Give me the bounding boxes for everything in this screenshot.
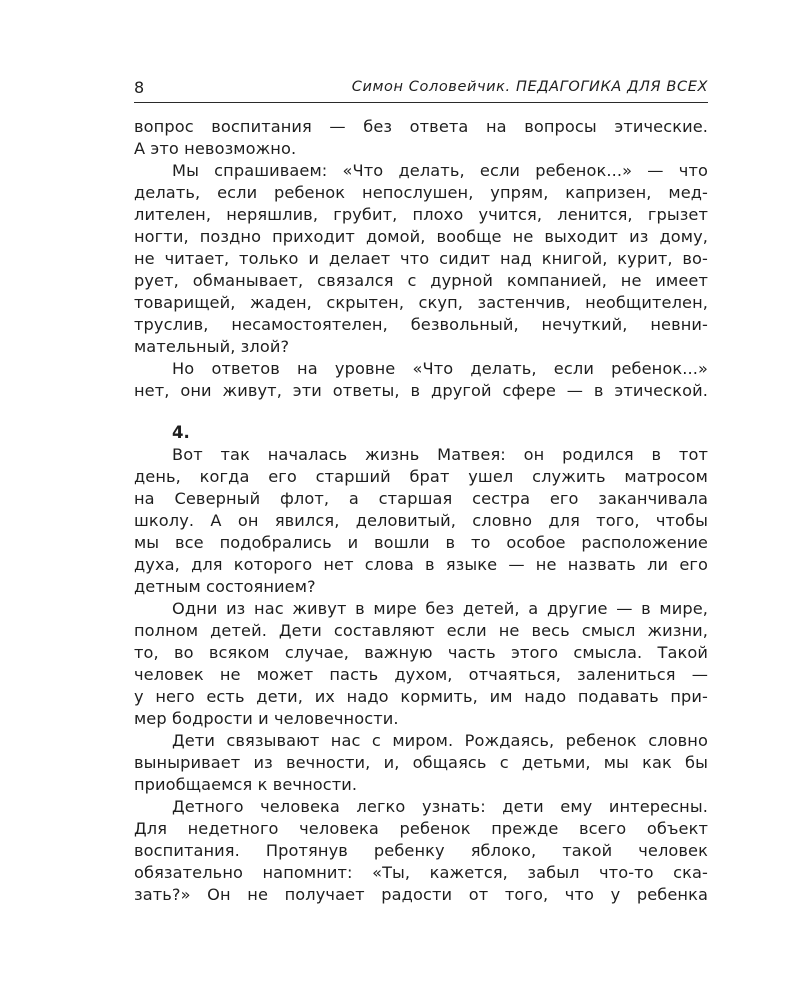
text-line: Мы спрашиваем: «Что делать, если ребенок...» — что: [172, 161, 708, 180]
text-line: делать, если ребенок непослушен, упрям, капризен, мед-: [134, 183, 708, 202]
text-line: товарищей, жаден, скрытен, скуп, застенчив, необщителен,: [134, 293, 708, 312]
text-line: ногти, поздно приходит домой, вообще не выходит из дому,: [134, 227, 708, 246]
text-line: лителен, неряшлив, грубит, плохо учится, ленится, грызет: [134, 205, 708, 224]
running-title: Симон Соловейчик. ПЕДАГОГИКА ДЛЯ ВСЕХ: [351, 79, 708, 95]
text-line: духа, для которого нет слова в языке — не назвать ли его: [134, 555, 708, 574]
text-line: Детного человека легко узнать: дети ему интересны.: [172, 797, 708, 816]
text-line: детным состоянием?: [134, 577, 316, 596]
text-line: Одни из нас живут в мире без детей, а другие — в мире,: [172, 599, 708, 618]
text-line: у него есть дети, их надо кормить, им надо подавать при-: [134, 687, 708, 706]
text-line: мы все подобрались и вошли в то особое расположение: [134, 533, 708, 552]
text-line: А это невозможно.: [134, 139, 297, 158]
text-line: мер бодрости и человечности.: [134, 709, 399, 728]
text-block-2: [134, 444, 708, 906]
text-line: Для недетного человека ребенок прежде всего объект: [134, 819, 708, 838]
text-line: на Северный флот, а старшая сестра его заканчивала: [134, 489, 708, 508]
text-line: выныривает из вечности, и, общаясь с детьми, мы как бы: [134, 753, 708, 772]
text-line: школу. А он явился, деловитый, словно для того, чтобы: [134, 511, 708, 530]
running-header: [134, 76, 708, 103]
text-line: труслив, несамостоятелен, безвольный, нечуткий, невни-: [134, 315, 708, 334]
text-line: не читает, только и делает что сидит над книгой, курит, во-: [134, 249, 708, 268]
text-line: Вот так началась жизнь Матвея: он родился в тот: [172, 445, 708, 464]
text-block-1: [134, 116, 708, 402]
text-line: Дети связывают нас с миром. Рождаясь, ребенок словно: [172, 731, 708, 750]
text-line: полном детей. Дети составляют если не весь смысл жизни,: [134, 621, 708, 640]
text-line: обязательно напомнит: «Ты, кажется, забыл что-то ска-: [134, 863, 708, 882]
text-line: вопрос воспитания — без ответа на вопросы этические.: [134, 117, 708, 136]
page-number: 8: [134, 78, 145, 97]
text-line: рует, обманывает, связался с дурной компанией, не имеет: [134, 271, 708, 290]
section-heading: 4.: [172, 423, 190, 442]
text-line: день, когда его старший брат ушел служить матросом: [134, 467, 708, 486]
text-line: воспитания. Протянув ребенку яблоко, такой человек: [134, 841, 708, 860]
text-line: приобщаемся к вечности.: [134, 775, 358, 794]
text-line: Но ответов на уровне «Что делать, если ребенок...»: [172, 359, 708, 378]
text-line: человек не может пасть духом, отчаяться, залениться —: [134, 665, 708, 684]
text-line: то, во всяком случае, важную часть этого смысла. Такой: [134, 643, 708, 662]
text-line: нет, они живут, эти ответы, в другой сфере — в этической.: [134, 381, 708, 400]
text-line: мательный, злой?: [134, 337, 290, 356]
text-line: зать?» Он не получает радости от того, что у ребенка: [134, 885, 708, 904]
